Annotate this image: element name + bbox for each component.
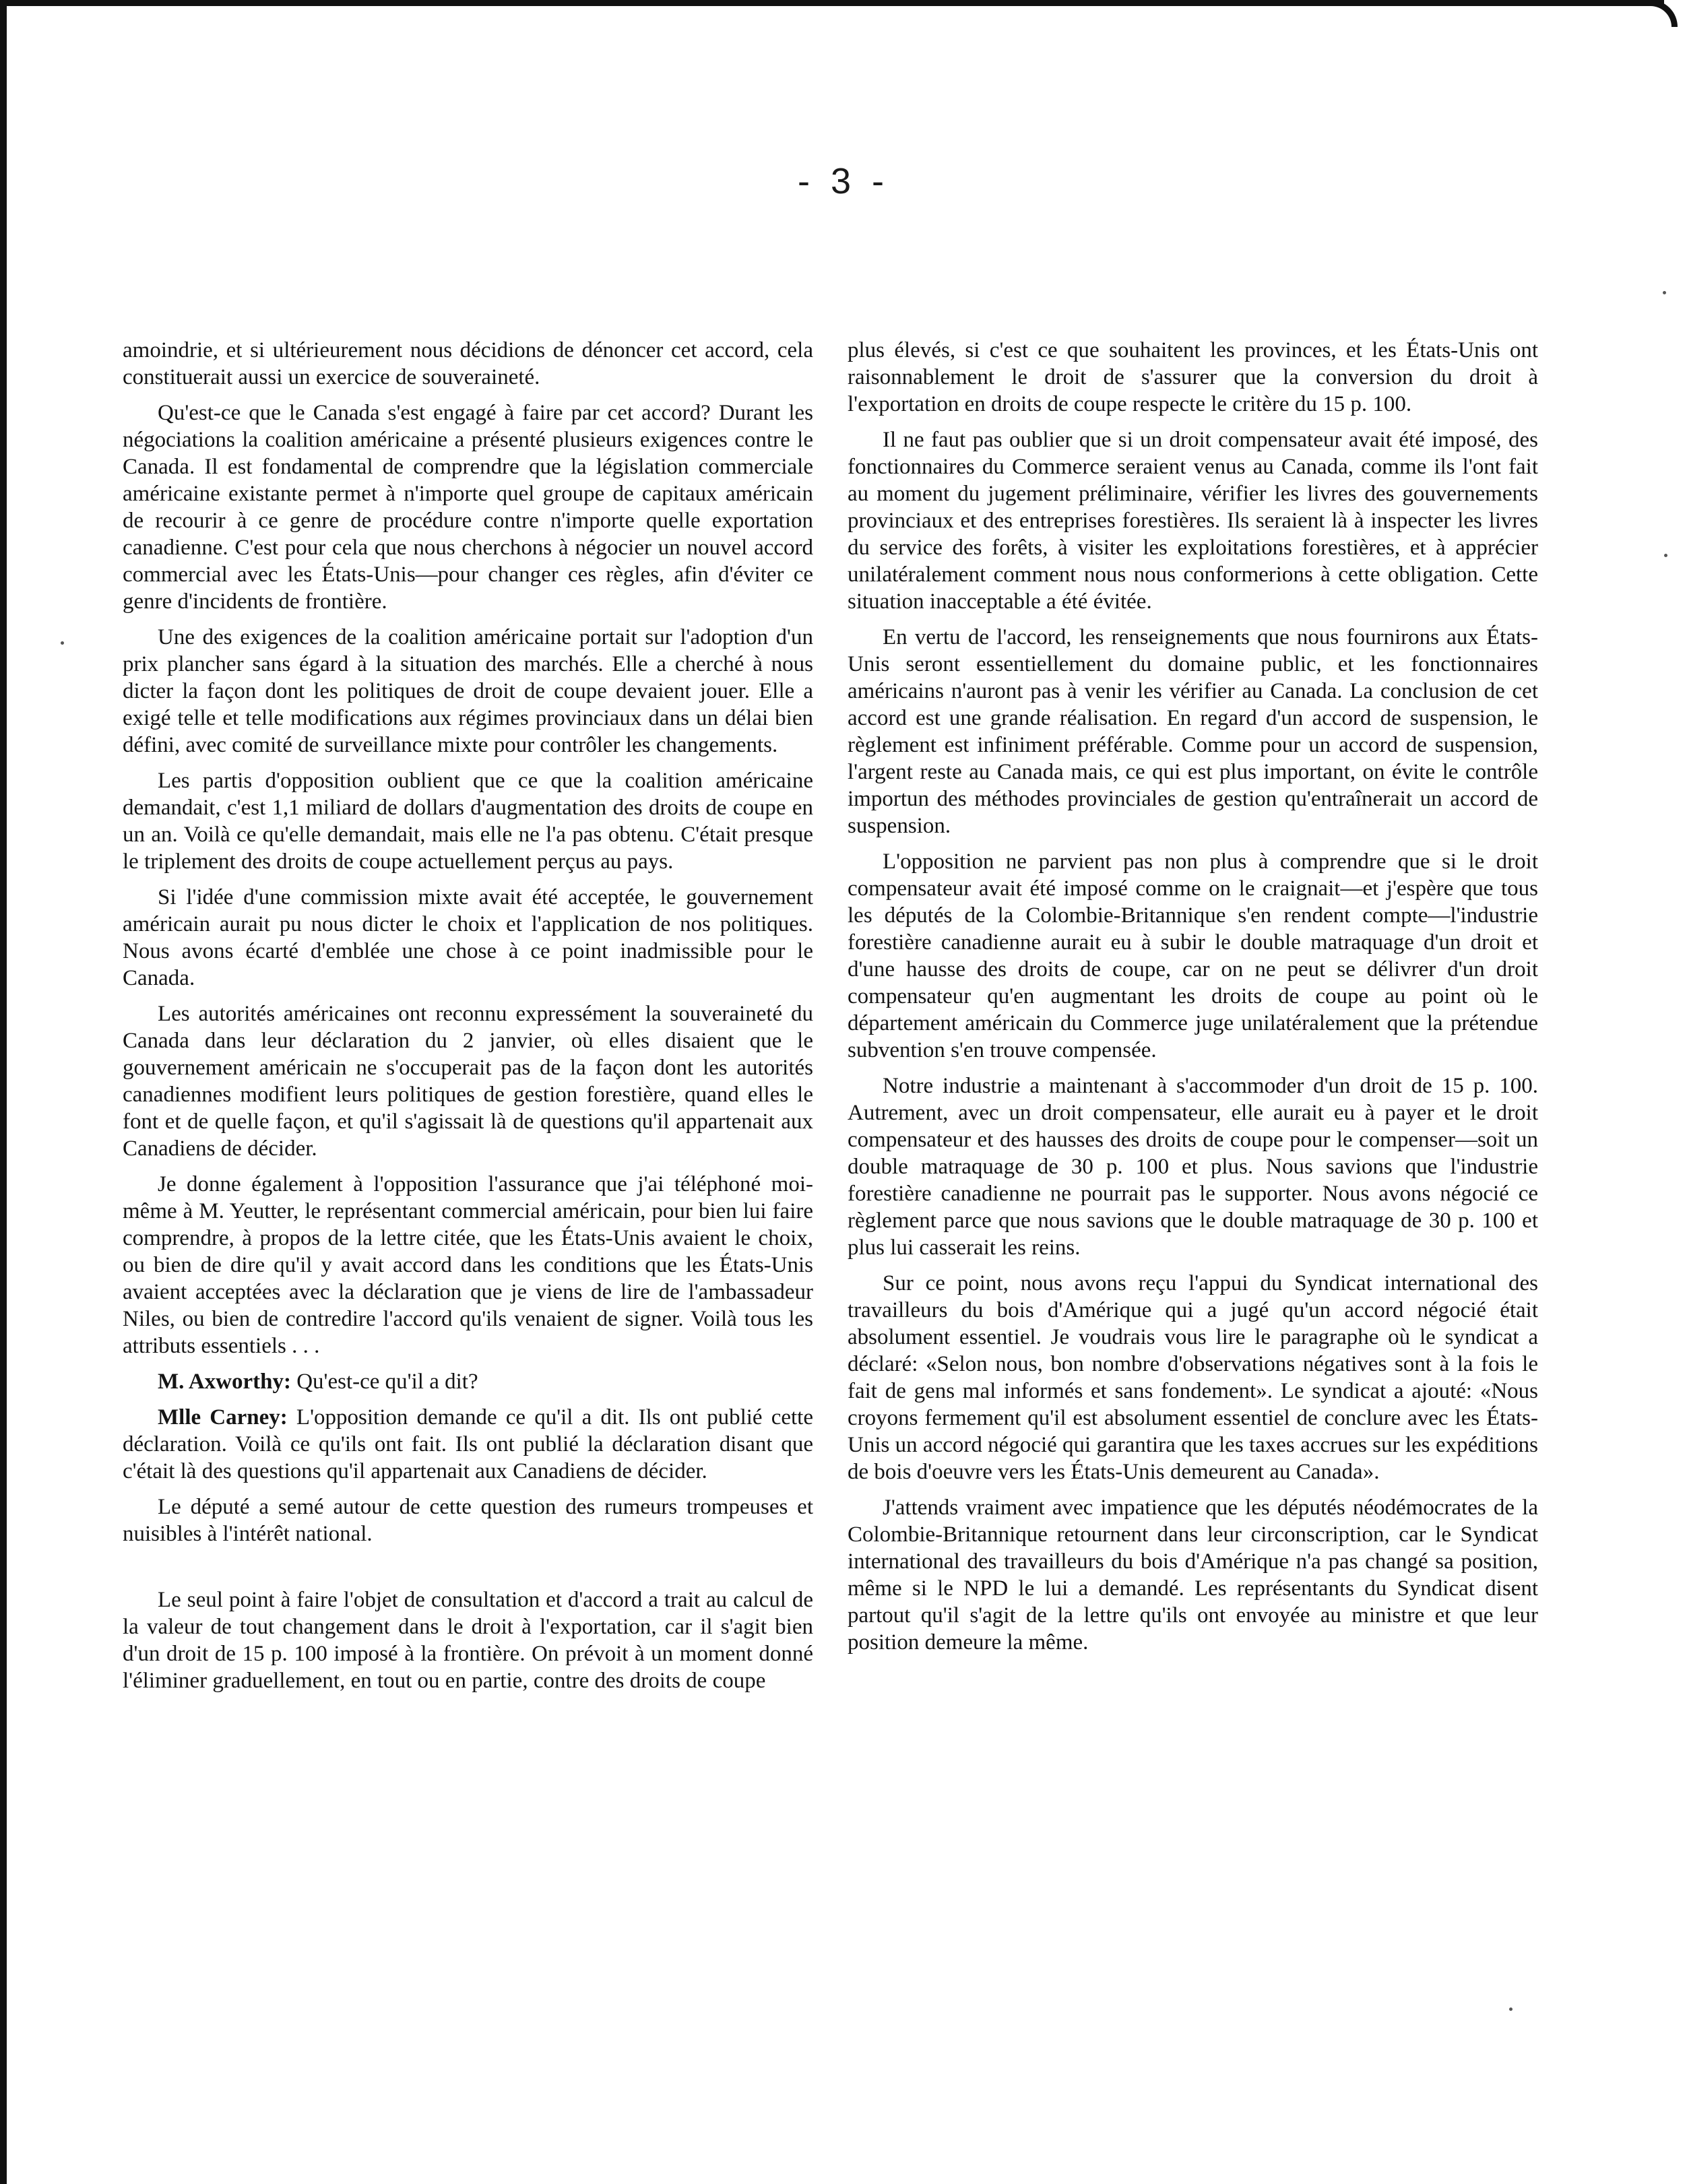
paragraph: En vertu de l'accord, les renseignements que nous fournirons aux États-Unis seront essentiellement du domaine public, et les fonctionnaires américains n'auront pas à venir les vérifier au Canada. La conclusion de cet accord est une grande réalisation. En regard d'un accord de suspension, le règlement est infiniment préférable. Comme pour un accord de suspension, l'argent reste au Canada mais, ce qui est plus important, on évite le contrôle importun des méthodes provinciales de gestion qu'entraînerait un accord de suspension. [848,625,1538,838]
paragraph: Je donne également à l'opposition l'assurance que j'ai téléphoné moi-même à M. Yeutter, le représentant commercial américain, pour bien lui faire comprendre, à propos de la lettre citée, que les États-Unis avaient le choix, ou bien de dire qu'il y avait accord dans les conditions que les États-Unis avaient acceptées avec la déclaration que je viens de lire de l'ambassadeur Niles, ou bien de contredire l'accord qu'ils venaient de signer. Voilà tous les attributs essentiels . . . [123,1172,813,1358]
paragraph: Il ne faut pas oublier que si un droit compensateur avait été imposé, des fonctionnaires du Commerce seraient venus au Canada, comme ils l'ont fait au moment du jugement préliminaire, vérifier les livres des gouvernements provinciaux et des entreprises forestières. Ils seraient là à inspecter les livres du service des forêts, à visiter les exploitations forestières, et à apprécier unilatéralement comment nous nous conformerions à cette obligation. Cette situation inacceptable a été évitée. [848,428,1538,614]
scan-speck [1509,2008,1513,2011]
paragraph: Les autorités américaines ont reconnu expressément la souveraineté du Canada dans leur déclaration du 2 janvier, où elles disaient que le gouvernement américain ne s'occuperait pas de la façon dont les autorités canadiennes modifient leurs politiques de gestion forestière, quand elles le font et de quelle façon, et qu'il s'agissait là de questions qu'il appartenait aux Canadiens de décider. [123,1002,813,1161]
left-column [123,337,813,1703]
speaker-name: M. Axworthy: [158,1370,291,1394]
paragraph: J'attends vraiment avec impatience que les députés néodémocrates de la Colombie-Britannique retournent dans leur circonscription, car le Syndicat international des travailleurs du bois d'Amérique n'a pas changé sa position, même si le NPD le lui a demandé. Les représentants du Syndicat disent partout qu'il s'agit de la lettre qu'ils ont envoyée au ministre et que leur position demeure la même. [848,1496,1538,1655]
speech-paragraph [123,1404,813,1485]
scan-border-corner [1644,0,1678,27]
scan-border-left [0,0,7,2184]
scan-border-top [0,0,1664,6]
page-number: - 3 - [797,161,889,201]
scan-speck [1663,291,1666,294]
paragraph: Notre industrie a maintenant à s'accommoder d'un droit de 15 p. 100. Autrement, avec un droit compensateur, elle aurait eu à payer et le droit compensateur et des hausses des droits de coupe pour le compenser—soit un double matraquage de 30 p. 100 et plus. Nous savions que l'industrie forestière canadienne ne pourrait pas le supporter. Nous avons négocié ce règlement parce que nous savions que le double matraquage de 30 p. 100 et plus lui casserait les reins. [848,1074,1538,1260]
scan-speck [1664,554,1667,557]
speech-paragraph [123,1368,813,1395]
paragraph: plus élevés, si c'est ce que souhaitent les provinces, et les États-Unis ont raisonnablement le droit de s'assurer que la conversion du droit à l'exportation en droits de coupe respecte le critère du 15 p. 100. [848,338,1538,416]
paragraph: Si l'idée d'une commission mixte avait été acceptée, le gouvernement américain aurait pu nous dicter le choix et l'application de nos politiques. Nous avons écarté d'emblée une chose à ce point inadmissible pour le Canada. [123,885,813,990]
speaker-name: Mlle Carney: [158,1405,288,1430]
speech-text: L'opposition demande ce qu'il a dit. Ils ont publié cette déclaration. Voilà ce qu'ils ont fait. Ils ont publié la déclaration disant que c'était là des questions qu'il appartenait aux Canadiens de décider. [123,1405,813,1483]
scan-speck [61,641,64,645]
paragraph: Sur ce point, nous avons reçu l'appui du Syndicat international des travailleurs du bois d'Amérique qui a jugé qu'un accord négocié était absolument essentiel. Je voudrais vous lire le paragraphe où le syndicat a déclaré: «Selon nous, bon nombre d'observations négatives sont à la fois le fait de gens mal informés et sans fondement». Le syndicat a ajouté: «Nous croyons fermement qu'il est absolument essentiel de conclure avec les États-Unis un accord négocié qui garantira que les taxes accrues sur les expéditions de bois d'oeuvre vers les États-Unis demeurent au Canada». [848,1271,1538,1484]
paragraph: Qu'est-ce que le Canada s'est engagé à faire par cet accord? Durant les négociations la coalition américaine a présenté plusieurs exigences contre le Canada. Il est fondamental de comprendre que la législation commerciale américaine existante permet à n'importe quel groupe de capitaux américain de recourir à ce genre de procédure contre n'importe quelle exportation canadienne. C'est pour cela que nous cherchons à négocier un nouvel accord commercial avec les États-Unis—pour changer ces règles, afin d'éviter ce genre d'incidents de frontière. [123,401,813,614]
paragraph: L'opposition ne parvient pas non plus à comprendre que si le droit compensateur avait été imposé comme on le craignait—et j'espère que tous les députés de la Colombie-Britannique s'en rendent compte—l'industrie forestière canadienne aurait eu à subir le double matraquage d'un droit et d'une hausse des droits de coupe, car on ne peut se délivrer d'un droit compensateur qu'en augmentant les droits de coupe au point où le département américain du Commerce juge unilatéralement que la prétendue subvention s'en trouve compensée. [848,849,1538,1062]
paragraph: Les partis d'opposition oublient que ce que la coalition américaine demandait, c'est 1,1 miliard de dollars d'augmentation des droits de coupe en un an. Voilà ce qu'elle demandait, mais elle ne l'a pas obtenu. C'était presque le triplement des droits de coupe actuellement perçus au pays. [123,769,813,874]
speech-text: Qu'est-ce qu'il a dit? [296,1370,478,1394]
paragraph: Le député a semé autour de cette question des rumeurs trompeuses et nuisibles à l'intérêt national. [123,1495,813,1546]
paragraph: Une des exigences de la coalition américaine portait sur l'adoption d'un prix plancher sans égard à la situation des marchés. Elle a cherché à nous dicter la façon dont les politiques de droit de coupe devaient jouer. Elle a exigé telle et telle modifications aux régimes provinciaux dans un délai bien défini, avec comité de surveillance mixte pour contrôler les changements. [123,625,813,757]
paragraph: Le seul point à faire l'objet de consultation et d'accord a trait au calcul de la valeur de tout changement dans le droit à l'exportation, car il s'agit bien d'un droit de 15 p. 100 imposé à la frontière. On prévoit à un moment donné l'éliminer graduellement, en tout ou en partie, contre des droits de coupe [123,1588,813,1693]
paragraph: amoindrie, et si ultérieurement nous décidions de dénoncer cet accord, cela constituerait aussi un exercice de souveraineté. [123,338,813,389]
right-column [848,337,1538,1665]
